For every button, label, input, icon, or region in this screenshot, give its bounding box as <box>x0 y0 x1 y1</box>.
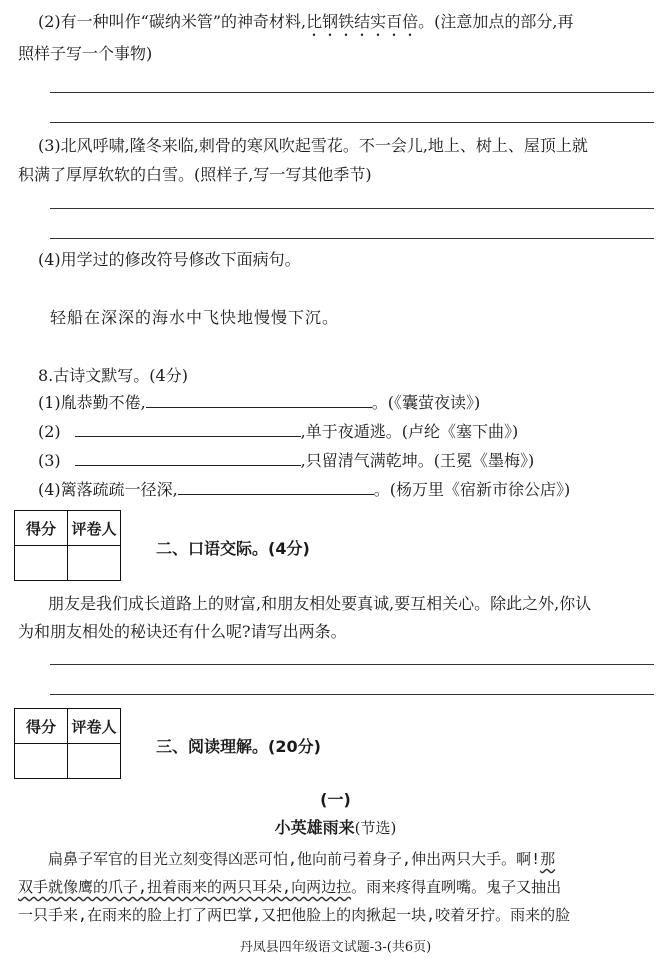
grader-cell[interactable] <box>68 546 121 581</box>
q8-title: 8.古诗文默写。(4分) <box>38 366 188 385</box>
q7-3-line1: (3)北风呼啸,隆冬来临,刺骨的寒风吹起雪花。不一会儿,地上、树上、屋顶上就 <box>38 136 588 155</box>
score-label: 得分 <box>15 709 68 744</box>
score-box <box>14 510 121 581</box>
score-cell[interactable] <box>15 744 68 779</box>
answer-line[interactable] <box>50 208 654 209</box>
answer-line[interactable] <box>50 694 654 695</box>
q8-l4-pre: (4)篱落疏疏一径深, <box>38 480 178 499</box>
score-box <box>14 708 121 779</box>
story-title-line <box>0 816 671 840</box>
story-text: 扁鼻子军官的目光立刻变得凶恶可怕,他向前弓着身子,伸出两只大手。啊! <box>48 850 541 868</box>
fill-blank[interactable] <box>75 420 301 437</box>
sec2-line1: 朋友是我们成长道路上的财富,和朋友相处要真诚,要互相关心。除此之外,你认 <box>48 594 592 613</box>
q7-4-sentence: 轻船在深深的海水中飞快地慢慢下沉。 <box>50 308 340 327</box>
grader-label: 评卷人 <box>68 709 121 744</box>
story-wavy-text: 双手就像鹰的爪子,扭着雨来的两只耳朵,向两边拉 <box>18 878 352 896</box>
story-wavy-text: 那 <box>540 850 556 868</box>
score-label: 得分 <box>15 511 68 546</box>
q8-l1-post: 。(《囊萤夜读》) <box>371 393 481 412</box>
fill-blank[interactable] <box>146 391 372 408</box>
q7-2-dotted-text: 比钢铁结实百倍 <box>306 12 419 31</box>
reading-part-label: (一) <box>320 790 351 809</box>
answer-line[interactable] <box>50 664 654 665</box>
story-title: 小英雄雨来 <box>274 818 355 837</box>
page-footer: 丹凤县四年级语文试题-3-(共6页) <box>239 940 432 955</box>
section-2-heading: 二、口语交际。(4分) <box>156 539 310 558</box>
q8-line1 <box>38 391 480 415</box>
grader-cell[interactable] <box>68 744 121 779</box>
answer-line[interactable] <box>50 92 654 93</box>
q8-l3-pre: (3) <box>38 451 61 470</box>
section-3-heading: 三、阅读理解。(20分) <box>156 737 321 756</box>
answer-line[interactable] <box>50 238 654 239</box>
q8-line2 <box>38 420 518 444</box>
q7-2-line1 <box>38 10 573 40</box>
q8-l4-post: 。(杨万里《宿新市徐公店》) <box>373 480 571 499</box>
q8-l3-post: ,只留清气满乾坤。(王冕《墨梅》) <box>300 451 535 470</box>
q7-2-line2: 照样子写一个事物) <box>18 44 153 63</box>
q7-4-prompt: (4)用学过的修改符号修改下面病句。 <box>38 250 301 269</box>
q8-l1-pre: (1)胤恭勤不倦, <box>38 393 146 412</box>
story-text: 。雨来疼得直咧嘴。鬼子又抽出 <box>351 878 562 896</box>
story-p1-line1 <box>48 848 555 870</box>
story-p1-line2 <box>18 876 561 898</box>
q8-l2-post: ,单于夜遁逃。(卢纶《塞下曲》) <box>300 422 519 441</box>
q7-2-text: (2)有一种叫作“碳纳米管”的神奇材料, <box>38 12 307 31</box>
fill-blank[interactable] <box>178 478 374 495</box>
q8-line3 <box>38 449 534 473</box>
sec2-line2: 为和朋友相处的秘诀还有什么呢?请写出两条。 <box>18 622 347 641</box>
score-cell[interactable] <box>15 546 68 581</box>
story-p1-line3: 一只手来,在雨来的脸上打了两巴掌,又把他脸上的肉揪起一块,咬着牙拧。雨来的脸 <box>18 906 571 924</box>
q8-l2-pre: (2) <box>38 422 61 441</box>
q7-2-text-post: 。(注意加点的部分,再 <box>418 12 574 31</box>
fill-blank[interactable] <box>75 449 301 466</box>
grader-label: 评卷人 <box>68 511 121 546</box>
answer-line[interactable] <box>50 122 654 123</box>
q8-line4 <box>38 478 570 502</box>
story-note: (节选) <box>354 819 397 837</box>
q7-3-line2: 积满了厚厚软软的白雪。(照样子,写一写其他季节) <box>18 165 372 184</box>
